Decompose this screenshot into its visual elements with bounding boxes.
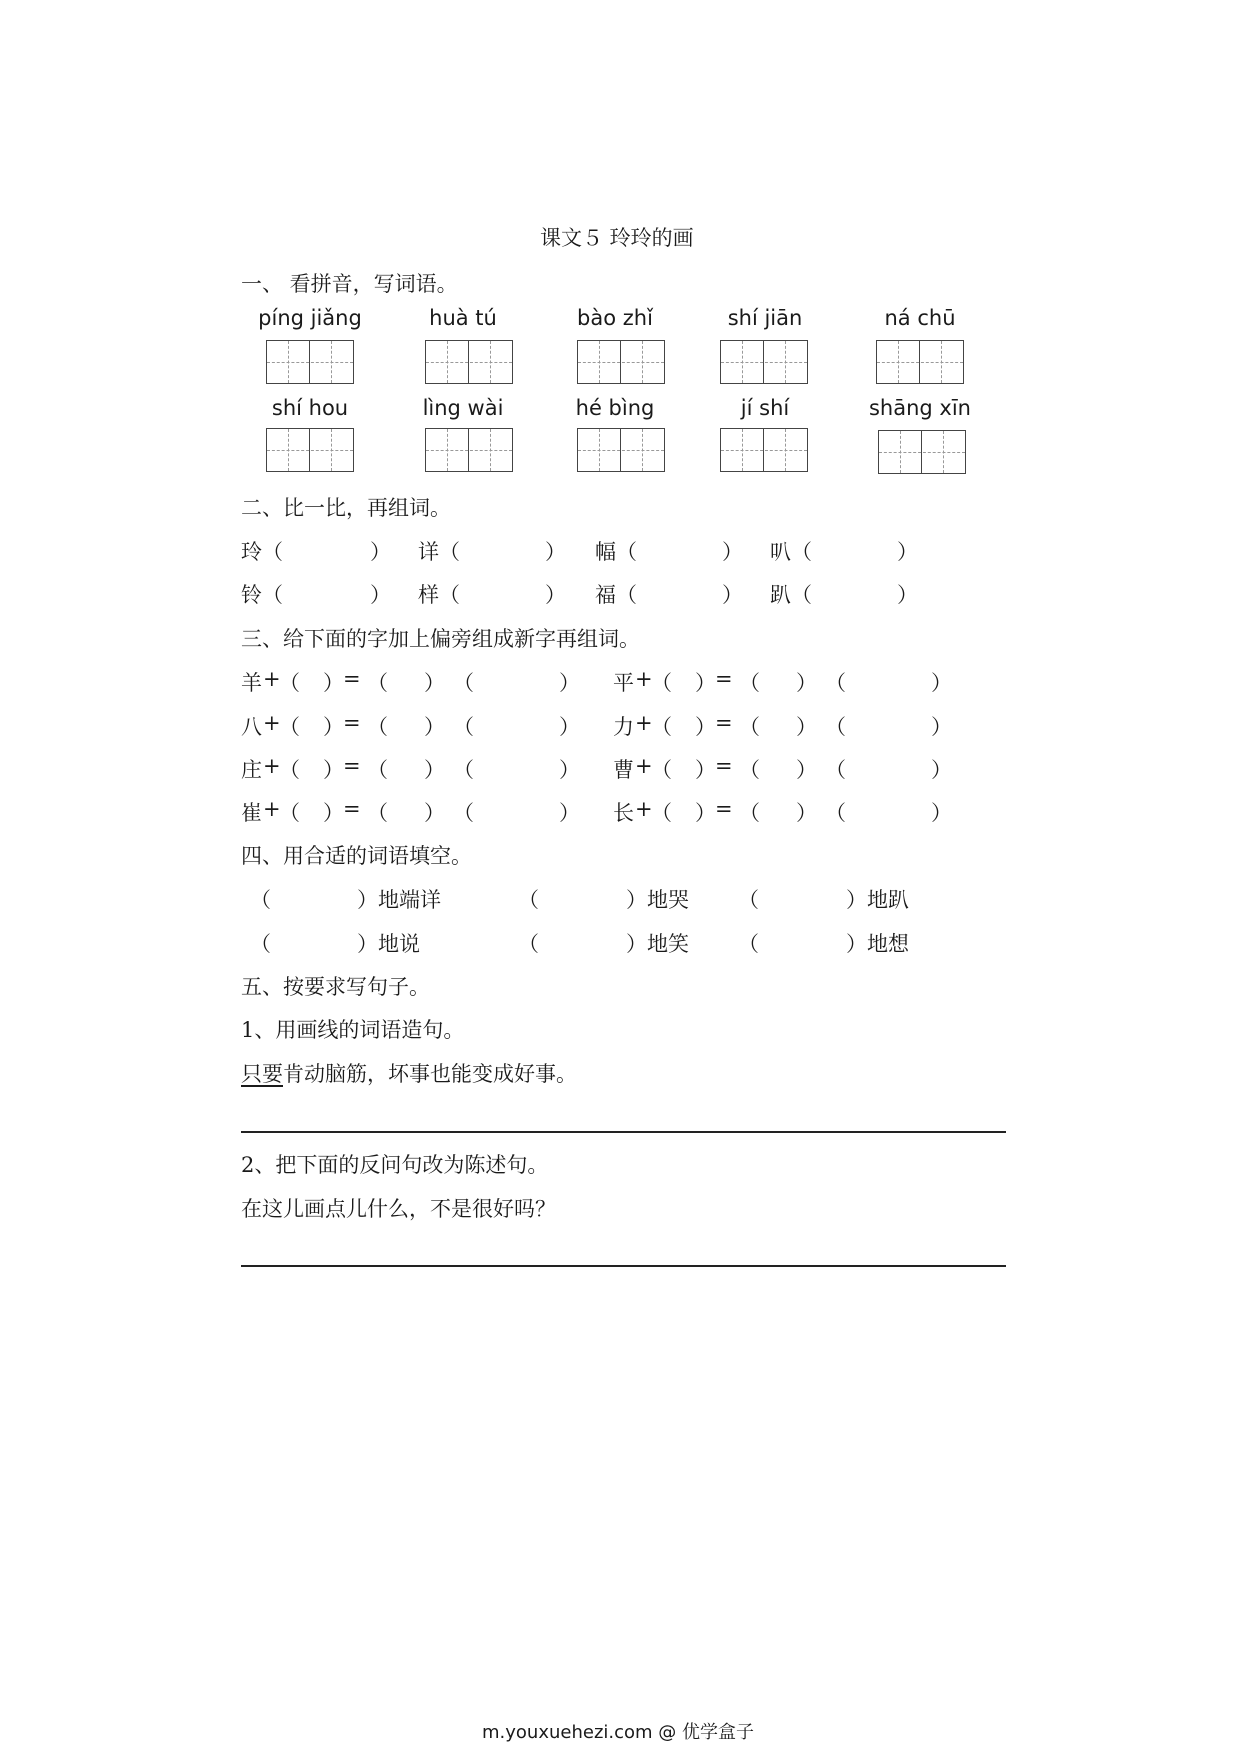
plus-sign: + <box>635 754 653 778</box>
plus-sign: + <box>263 711 281 735</box>
compare-paren: ） <box>370 540 391 564</box>
pinyin-label: huà tú <box>429 306 497 330</box>
equals-sign: = <box>343 754 361 778</box>
paren: （ <box>279 801 300 825</box>
base-char: 庄 <box>241 758 262 782</box>
fill-paren: （ <box>250 932 271 956</box>
paren: （ <box>367 801 388 825</box>
pinyin-label: shí jiān <box>727 306 803 330</box>
paren: （ <box>651 758 672 782</box>
paren: ） <box>323 758 344 782</box>
paren: ） <box>424 715 445 739</box>
paren: （ <box>651 671 672 695</box>
paren: ） <box>559 671 580 695</box>
compare-paren: ） <box>897 540 918 564</box>
paren: （ <box>825 801 846 825</box>
base-char: 平 <box>613 671 634 695</box>
writing-grid[interactable] <box>720 340 808 384</box>
compare-char: 幅（ <box>595 540 637 564</box>
paren: ） <box>323 671 344 695</box>
paren: （ <box>651 715 672 739</box>
paren: ） <box>424 801 445 825</box>
pinyin-label: hé bìng <box>575 396 655 420</box>
fill-word: ）地趴 <box>846 888 909 912</box>
pinyin-label: shí hou <box>271 396 349 420</box>
plus-sign: + <box>635 797 653 821</box>
paren: ） <box>695 671 716 695</box>
compare-paren: ） <box>897 583 918 607</box>
writing-grid[interactable] <box>425 428 513 472</box>
section-3-heading: 三、给下面的字加上偏旁组成新字再组词。 <box>241 627 640 651</box>
paren: （ <box>453 715 474 739</box>
fill-paren: （ <box>738 932 759 956</box>
fill-paren: （ <box>518 932 539 956</box>
fill-paren: （ <box>250 888 271 912</box>
paren: ） <box>424 671 445 695</box>
paren: ） <box>931 801 952 825</box>
paren: ） <box>695 758 716 782</box>
paren: （ <box>279 671 300 695</box>
sentence-2: 在这儿画点儿什么，不是很好吗？ <box>241 1197 556 1221</box>
equals-sign: = <box>715 711 733 735</box>
plus-sign: + <box>263 754 281 778</box>
paren: ） <box>323 715 344 739</box>
compare-char: 详（ <box>418 540 460 564</box>
worksheet-title: 课文５ 玲玲的画 <box>540 226 694 250</box>
pinyin-label: shāng xīn <box>868 396 971 420</box>
base-char: 羊 <box>241 671 262 695</box>
base-char: 崔 <box>241 801 262 825</box>
paren: （ <box>739 758 760 782</box>
equals-sign: = <box>343 667 361 691</box>
footer-watermark: m.youxuehezi.com @ 优学盒子 <box>482 1722 755 1743</box>
equals-sign: = <box>715 667 733 691</box>
paren: （ <box>825 671 846 695</box>
compare-char: 铃（ <box>241 583 283 607</box>
writing-grid[interactable] <box>876 340 964 384</box>
fill-word: ）地说 <box>357 932 420 956</box>
paren: ） <box>931 758 952 782</box>
equals-sign: = <box>343 797 361 821</box>
base-char: 力 <box>613 715 634 739</box>
sentence-1-rest: 肯动脑筋，坏事也能变成好事。 <box>283 1062 577 1086</box>
answer-line[interactable] <box>241 1265 1006 1267</box>
writing-grid[interactable] <box>266 428 354 472</box>
paren: ） <box>796 758 817 782</box>
compare-char: 趴（ <box>770 583 812 607</box>
paren: （ <box>453 758 474 782</box>
writing-grid[interactable] <box>577 340 665 384</box>
paren: ） <box>931 671 952 695</box>
answer-line[interactable] <box>241 1131 1006 1133</box>
fill-word: ）地端详 <box>357 888 441 912</box>
compare-paren: ） <box>722 540 743 564</box>
underlined-word: 只要 <box>241 1062 283 1086</box>
paren: （ <box>367 671 388 695</box>
paren: （ <box>651 801 672 825</box>
paren: （ <box>367 715 388 739</box>
paren: ） <box>559 715 580 739</box>
writing-grid[interactable] <box>425 340 513 384</box>
base-char: 曹 <box>613 758 634 782</box>
compare-char: 福（ <box>595 583 637 607</box>
paren: ） <box>796 715 817 739</box>
plus-sign: + <box>263 667 281 691</box>
question-2: 2、把下面的反问句改为陈述句。 <box>241 1153 549 1177</box>
paren: ） <box>424 758 445 782</box>
fill-paren: （ <box>518 888 539 912</box>
base-char: 长 <box>613 801 634 825</box>
writing-grid[interactable] <box>577 428 665 472</box>
paren: ） <box>796 801 817 825</box>
fill-word: ）地想 <box>846 932 909 956</box>
base-char: 八 <box>241 715 262 739</box>
paren: ） <box>559 801 580 825</box>
section-2-heading: 二、比一比，再组词。 <box>241 496 451 520</box>
pinyin-label: jí shí <box>740 396 790 420</box>
paren: （ <box>825 758 846 782</box>
compare-char: 叭（ <box>770 540 812 564</box>
section-1-heading: 一、 看拼音，写词语。 <box>241 272 458 296</box>
compare-paren: ） <box>370 583 391 607</box>
plus-sign: + <box>635 711 653 735</box>
plus-sign: + <box>263 797 281 821</box>
paren: （ <box>453 801 474 825</box>
compare-char: 玲（ <box>241 540 283 564</box>
fill-word: ）地哭 <box>626 888 689 912</box>
equals-sign: = <box>715 754 733 778</box>
plus-sign: + <box>635 667 653 691</box>
question-1: 1、用画线的词语造句。 <box>241 1018 465 1042</box>
section-4-heading: 四、用合适的词语填空。 <box>241 844 472 868</box>
writing-grid[interactable] <box>266 340 354 384</box>
paren: （ <box>739 671 760 695</box>
pinyin-label: píng jiǎng <box>258 306 362 330</box>
paren: （ <box>279 715 300 739</box>
compare-paren: ） <box>722 583 743 607</box>
paren: （ <box>367 758 388 782</box>
paren: ） <box>323 801 344 825</box>
equals-sign: = <box>715 797 733 821</box>
fill-paren: （ <box>738 888 759 912</box>
compare-char: 样（ <box>418 583 460 607</box>
pinyin-label: lìng wài <box>422 396 504 420</box>
compare-paren: ） <box>545 583 566 607</box>
paren: ） <box>931 715 952 739</box>
writing-grid[interactable] <box>878 430 966 474</box>
paren: （ <box>825 715 846 739</box>
paren: （ <box>739 715 760 739</box>
paren: ） <box>695 801 716 825</box>
paren: ） <box>695 715 716 739</box>
equals-sign: = <box>343 711 361 735</box>
pinyin-label: bào zhǐ <box>577 306 653 330</box>
compare-paren: ） <box>545 540 566 564</box>
fill-word: ）地笑 <box>626 932 689 956</box>
paren: ） <box>796 671 817 695</box>
paren: （ <box>279 758 300 782</box>
paren: （ <box>739 801 760 825</box>
section-5-heading: 五、按要求写句子。 <box>241 975 430 999</box>
paren: （ <box>453 671 474 695</box>
paren: ） <box>559 758 580 782</box>
sentence-1 <box>241 1058 577 1088</box>
writing-grid[interactable] <box>720 428 808 472</box>
pinyin-label: ná chū <box>884 306 956 330</box>
